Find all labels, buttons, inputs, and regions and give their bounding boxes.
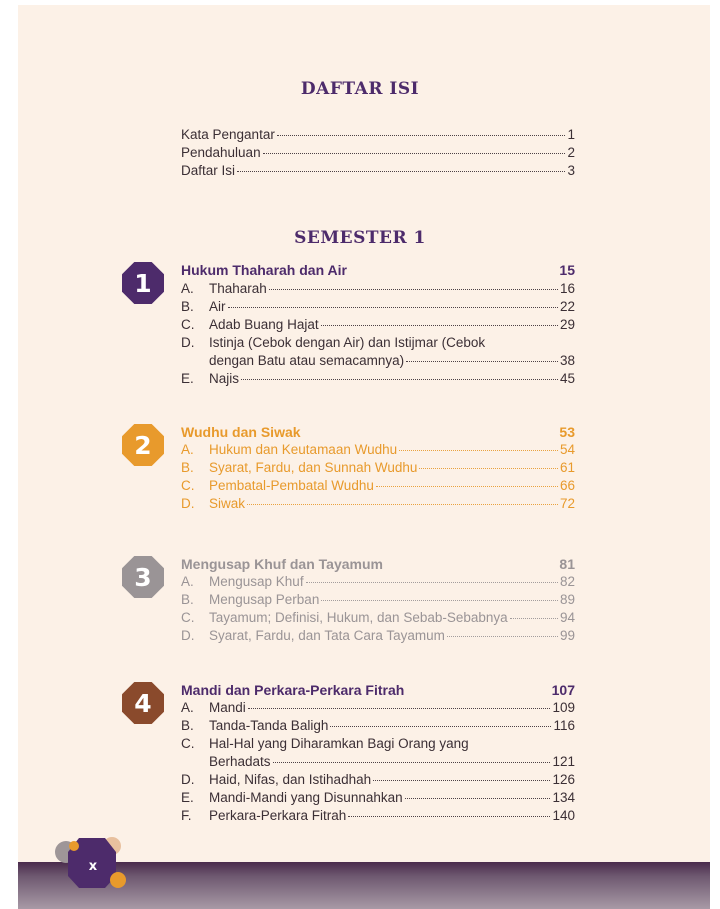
toc-label: Siwak — [209, 496, 246, 511]
toc-label: Mandi — [209, 700, 246, 715]
toc-row[interactable] — [181, 478, 575, 493]
toc-row[interactable] — [181, 317, 575, 332]
toc-label: dengan Batu atau semacamnya) — [209, 353, 405, 368]
chapter-1-title[interactable] — [181, 262, 575, 278]
dot-leader — [248, 708, 551, 709]
toc-label: Tanda-Tanda Baligh — [209, 718, 329, 733]
toc-label: Hukum dan Keutamaan Wudhu — [209, 442, 398, 457]
dot-leader — [269, 289, 558, 290]
toc-page: 1 — [567, 127, 575, 142]
item-letter: D. — [181, 772, 195, 787]
toc-row[interactable] — [181, 700, 575, 715]
dot-leader — [510, 618, 558, 619]
toc-row[interactable] — [181, 808, 575, 823]
toc-row[interactable] — [181, 163, 575, 178]
toc-page: 61 — [559, 460, 575, 475]
chapter-number: 2 — [134, 431, 152, 460]
toc-page: 72 — [559, 496, 575, 511]
chapter-page: 15 — [559, 262, 575, 278]
item-letter: D. — [181, 628, 195, 643]
toc-label: Adab Buang Hajat — [209, 317, 319, 332]
semester-title: SEMESTER 1 — [294, 228, 426, 248]
item-letter: A. — [181, 281, 194, 296]
toc-row[interactable] — [181, 592, 575, 607]
toc-label: Berhadats — [209, 754, 271, 769]
toc-page: 16 — [559, 281, 575, 296]
item-letter: D. — [181, 496, 195, 511]
toc-page: 54 — [559, 442, 575, 457]
dot-leader — [373, 780, 550, 781]
dot-leader — [447, 636, 558, 637]
item-letter: C. — [181, 317, 195, 332]
chapter-page: 53 — [559, 424, 575, 440]
toc-label: Air — [209, 299, 226, 314]
toc-page: 116 — [553, 718, 575, 733]
item-letter: B. — [181, 460, 194, 475]
chapter-title-text: Hukum Thaharah dan Air — [181, 262, 347, 278]
toc-page: 66 — [559, 478, 575, 493]
dot-leader — [376, 486, 558, 487]
toc-label: Najis — [209, 371, 240, 386]
toc-row[interactable] — [181, 281, 575, 296]
toc-page: 89 — [559, 592, 575, 607]
dot-leader — [241, 379, 558, 380]
dot-leader — [330, 726, 551, 727]
chapter-3-badge — [122, 556, 164, 598]
dot-leader — [321, 325, 558, 326]
page-number: x — [88, 859, 98, 874]
item-letter: F. — [181, 808, 192, 823]
chapter-2-title[interactable] — [181, 424, 575, 440]
dot-leader — [405, 798, 551, 799]
toc-row[interactable] — [181, 628, 575, 643]
toc-row[interactable] — [181, 718, 575, 733]
toc-row[interactable] — [181, 460, 575, 475]
toc-page: 82 — [559, 574, 575, 589]
dot-leader — [399, 450, 558, 451]
toc-row[interactable] — [181, 442, 575, 457]
toc-row[interactable] — [181, 574, 575, 589]
item-letter: B. — [181, 718, 194, 733]
item-letter: E. — [181, 790, 194, 805]
item-letter: C. — [181, 478, 195, 493]
item-letter: A. — [181, 700, 194, 715]
dot-leader — [228, 307, 558, 308]
toc-row[interactable] — [209, 353, 575, 368]
item-letter: D. — [181, 335, 195, 350]
toc-page: 22 — [559, 299, 575, 314]
toc-label: Haid, Nifas, dan Istihadhah — [209, 772, 372, 787]
toc-page: 99 — [559, 628, 575, 643]
chapter-1-badge — [122, 262, 164, 304]
dot-leader — [321, 600, 558, 601]
toc-row[interactable] — [181, 145, 575, 160]
toc-label: Syarat, Fardu, dan Sunnah Wudhu — [209, 460, 418, 475]
page-title: DAFTAR ISI — [300, 79, 420, 99]
dot-leader — [406, 361, 558, 362]
toc-row[interactable] — [181, 371, 575, 386]
toc-row-first-line[interactable] — [181, 736, 469, 751]
item-letter: A. — [181, 574, 194, 589]
toc-label: Istinja (Cebok dengan Air) dan Istijmar (Cebok — [209, 335, 486, 350]
chapter-3-title[interactable] — [181, 556, 575, 572]
toc-label: Mengusap Khuf — [209, 574, 304, 589]
chapter-page: 81 — [559, 556, 575, 572]
item-letter: B. — [181, 592, 194, 607]
toc-label: Mandi-Mandi yang Disunnahkan — [209, 790, 403, 805]
toc-row[interactable] — [181, 496, 575, 511]
toc-label: Pendahuluan — [181, 145, 261, 160]
item-letter: C. — [181, 610, 195, 625]
item-letter: A. — [181, 442, 194, 457]
chapter-number: 1 — [134, 269, 152, 298]
toc-page: 109 — [552, 700, 575, 715]
item-letter: C. — [181, 736, 195, 751]
toc-page: 94 — [559, 610, 575, 625]
chapter-title-text: Mandi dan Perkara-Perkara Fitrah — [181, 682, 405, 698]
dot-leader — [263, 153, 566, 154]
toc-page: 134 — [552, 790, 575, 805]
toc-page: 38 — [559, 353, 575, 368]
toc-row[interactable] — [181, 610, 575, 625]
toc-label: Mengusap Perban — [209, 592, 320, 607]
dot-leader — [348, 816, 550, 817]
toc-page: 140 — [552, 808, 575, 823]
toc-row[interactable] — [181, 127, 575, 142]
toc-page: 3 — [567, 163, 575, 178]
toc-row[interactable] — [181, 790, 575, 805]
toc-label: Hal-Hal yang Diharamkan Bagi Orang yang — [209, 736, 469, 751]
toc-label: Kata Pengantar — [181, 127, 275, 142]
toc-row[interactable] — [209, 754, 575, 769]
chapter-4-title[interactable] — [181, 682, 575, 698]
toc-page: 29 — [559, 317, 575, 332]
page-number-ornament — [52, 832, 136, 896]
item-letter: E. — [181, 371, 194, 386]
toc-page: 2 — [567, 145, 575, 160]
dot-leader — [247, 504, 558, 505]
dot-leader — [237, 171, 565, 172]
toc-page: 121 — [552, 754, 575, 769]
dot-leader — [419, 468, 558, 469]
toc-label: Thaharah — [209, 281, 267, 296]
toc-label: Daftar Isi — [181, 163, 236, 178]
toc-page: 126 — [552, 772, 575, 787]
dot-leader — [277, 135, 566, 136]
chapter-2-badge — [122, 424, 164, 466]
dot-leader — [273, 762, 551, 763]
chapter-4-badge — [122, 682, 164, 724]
chapter-number: 3 — [134, 563, 152, 592]
dot-leader — [306, 582, 558, 583]
toc-label: Perkara-Perkara Fitrah — [209, 808, 347, 823]
toc-row-first-line[interactable] — [181, 335, 485, 350]
toc-label: Pembatal-Pembatal Wudhu — [209, 478, 374, 493]
toc-row[interactable] — [181, 299, 575, 314]
toc-label: Tayamum; Definisi, Hukum, dan Sebab-Sebabnya — [209, 610, 508, 625]
chapter-page: 107 — [551, 682, 575, 698]
chapter-title-text: Wudhu dan Siwak — [181, 424, 301, 440]
item-letter: B. — [181, 299, 194, 314]
toc-row[interactable] — [181, 772, 575, 787]
chapter-title-text: Mengusap Khuf dan Tayamum — [181, 556, 383, 572]
toc-page: 45 — [559, 371, 575, 386]
toc-label: Syarat, Fardu, dan Tata Cara Tayamum — [209, 628, 445, 643]
chapter-number: 4 — [134, 689, 152, 718]
